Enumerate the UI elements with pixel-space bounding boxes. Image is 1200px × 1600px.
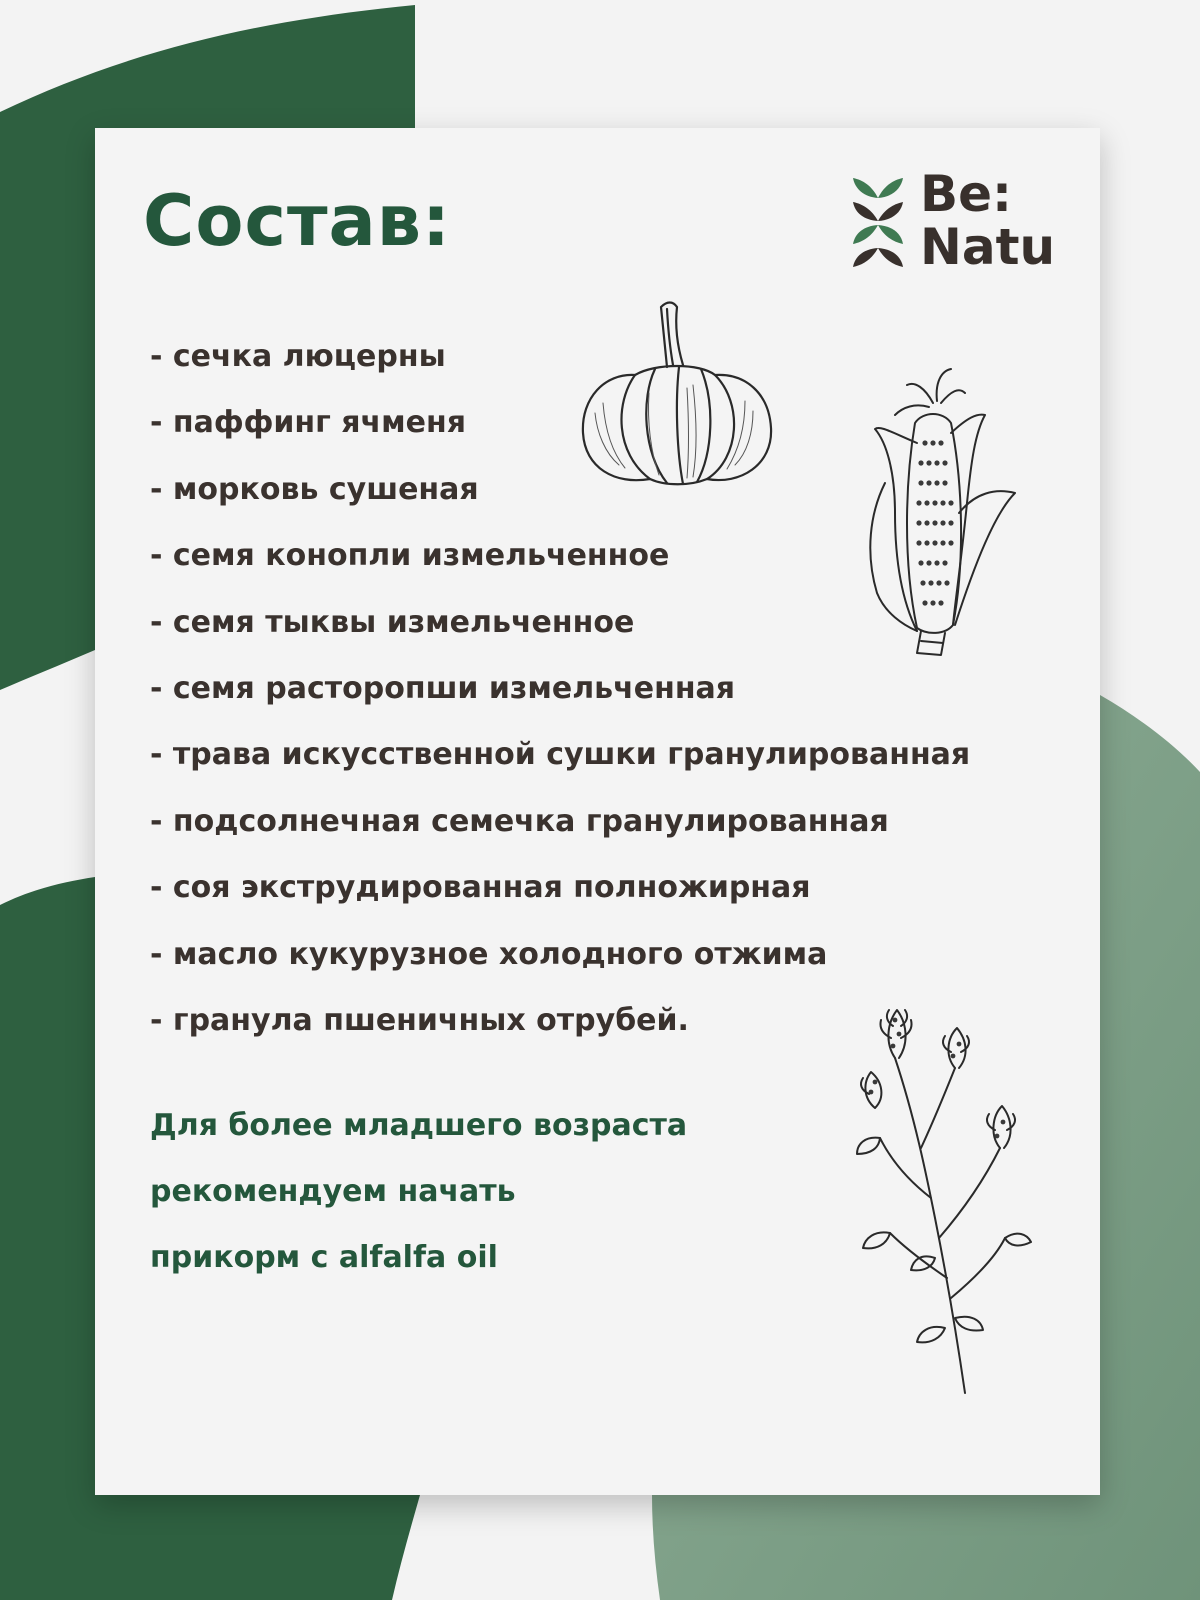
list-item: - семя конопли измельченное: [150, 538, 670, 574]
page-title: Состав:: [143, 180, 452, 262]
corn-icon: [855, 363, 1020, 658]
alfalfa-icon: [835, 998, 1035, 1398]
list-item: - семя расторопши измельченная: [150, 670, 736, 706]
ingredients-card: [95, 128, 1100, 1495]
note-line-2: рекомендуем начать: [150, 1174, 516, 1209]
list-item: - гранула пшеничных отрубей.: [150, 1002, 689, 1038]
brand-line-2: Natu: [920, 218, 1056, 276]
brand-line-1: Be:: [920, 165, 1013, 223]
list-item: - масло кукурузное холодного отжима: [150, 936, 828, 972]
leaf-logo-icon: [852, 172, 904, 274]
ingredients-list: [150, 324, 970, 1054]
age-recommendation: [150, 1093, 790, 1291]
list-item: - семя тыквы измельченное: [150, 604, 635, 640]
note-line-1: Для более младшего возраста: [150, 1108, 688, 1143]
list-item: - подсолнечная семечка гранулированная: [150, 803, 889, 839]
list-item: - морковь сушеная: [150, 471, 479, 507]
brand-name: [920, 165, 1056, 276]
pumpkin-icon: [575, 293, 780, 493]
brand-logo: [852, 165, 1072, 278]
list-item: - трава искусственной сушки гранулированная: [150, 737, 971, 773]
note-line-3: прикорм с alfalfa oil: [150, 1240, 498, 1275]
list-item: - паффинг ячменя: [150, 405, 466, 441]
list-item: - сечка люцерны: [150, 339, 446, 374]
list-item: - соя экструдированная полножирная: [150, 870, 811, 906]
